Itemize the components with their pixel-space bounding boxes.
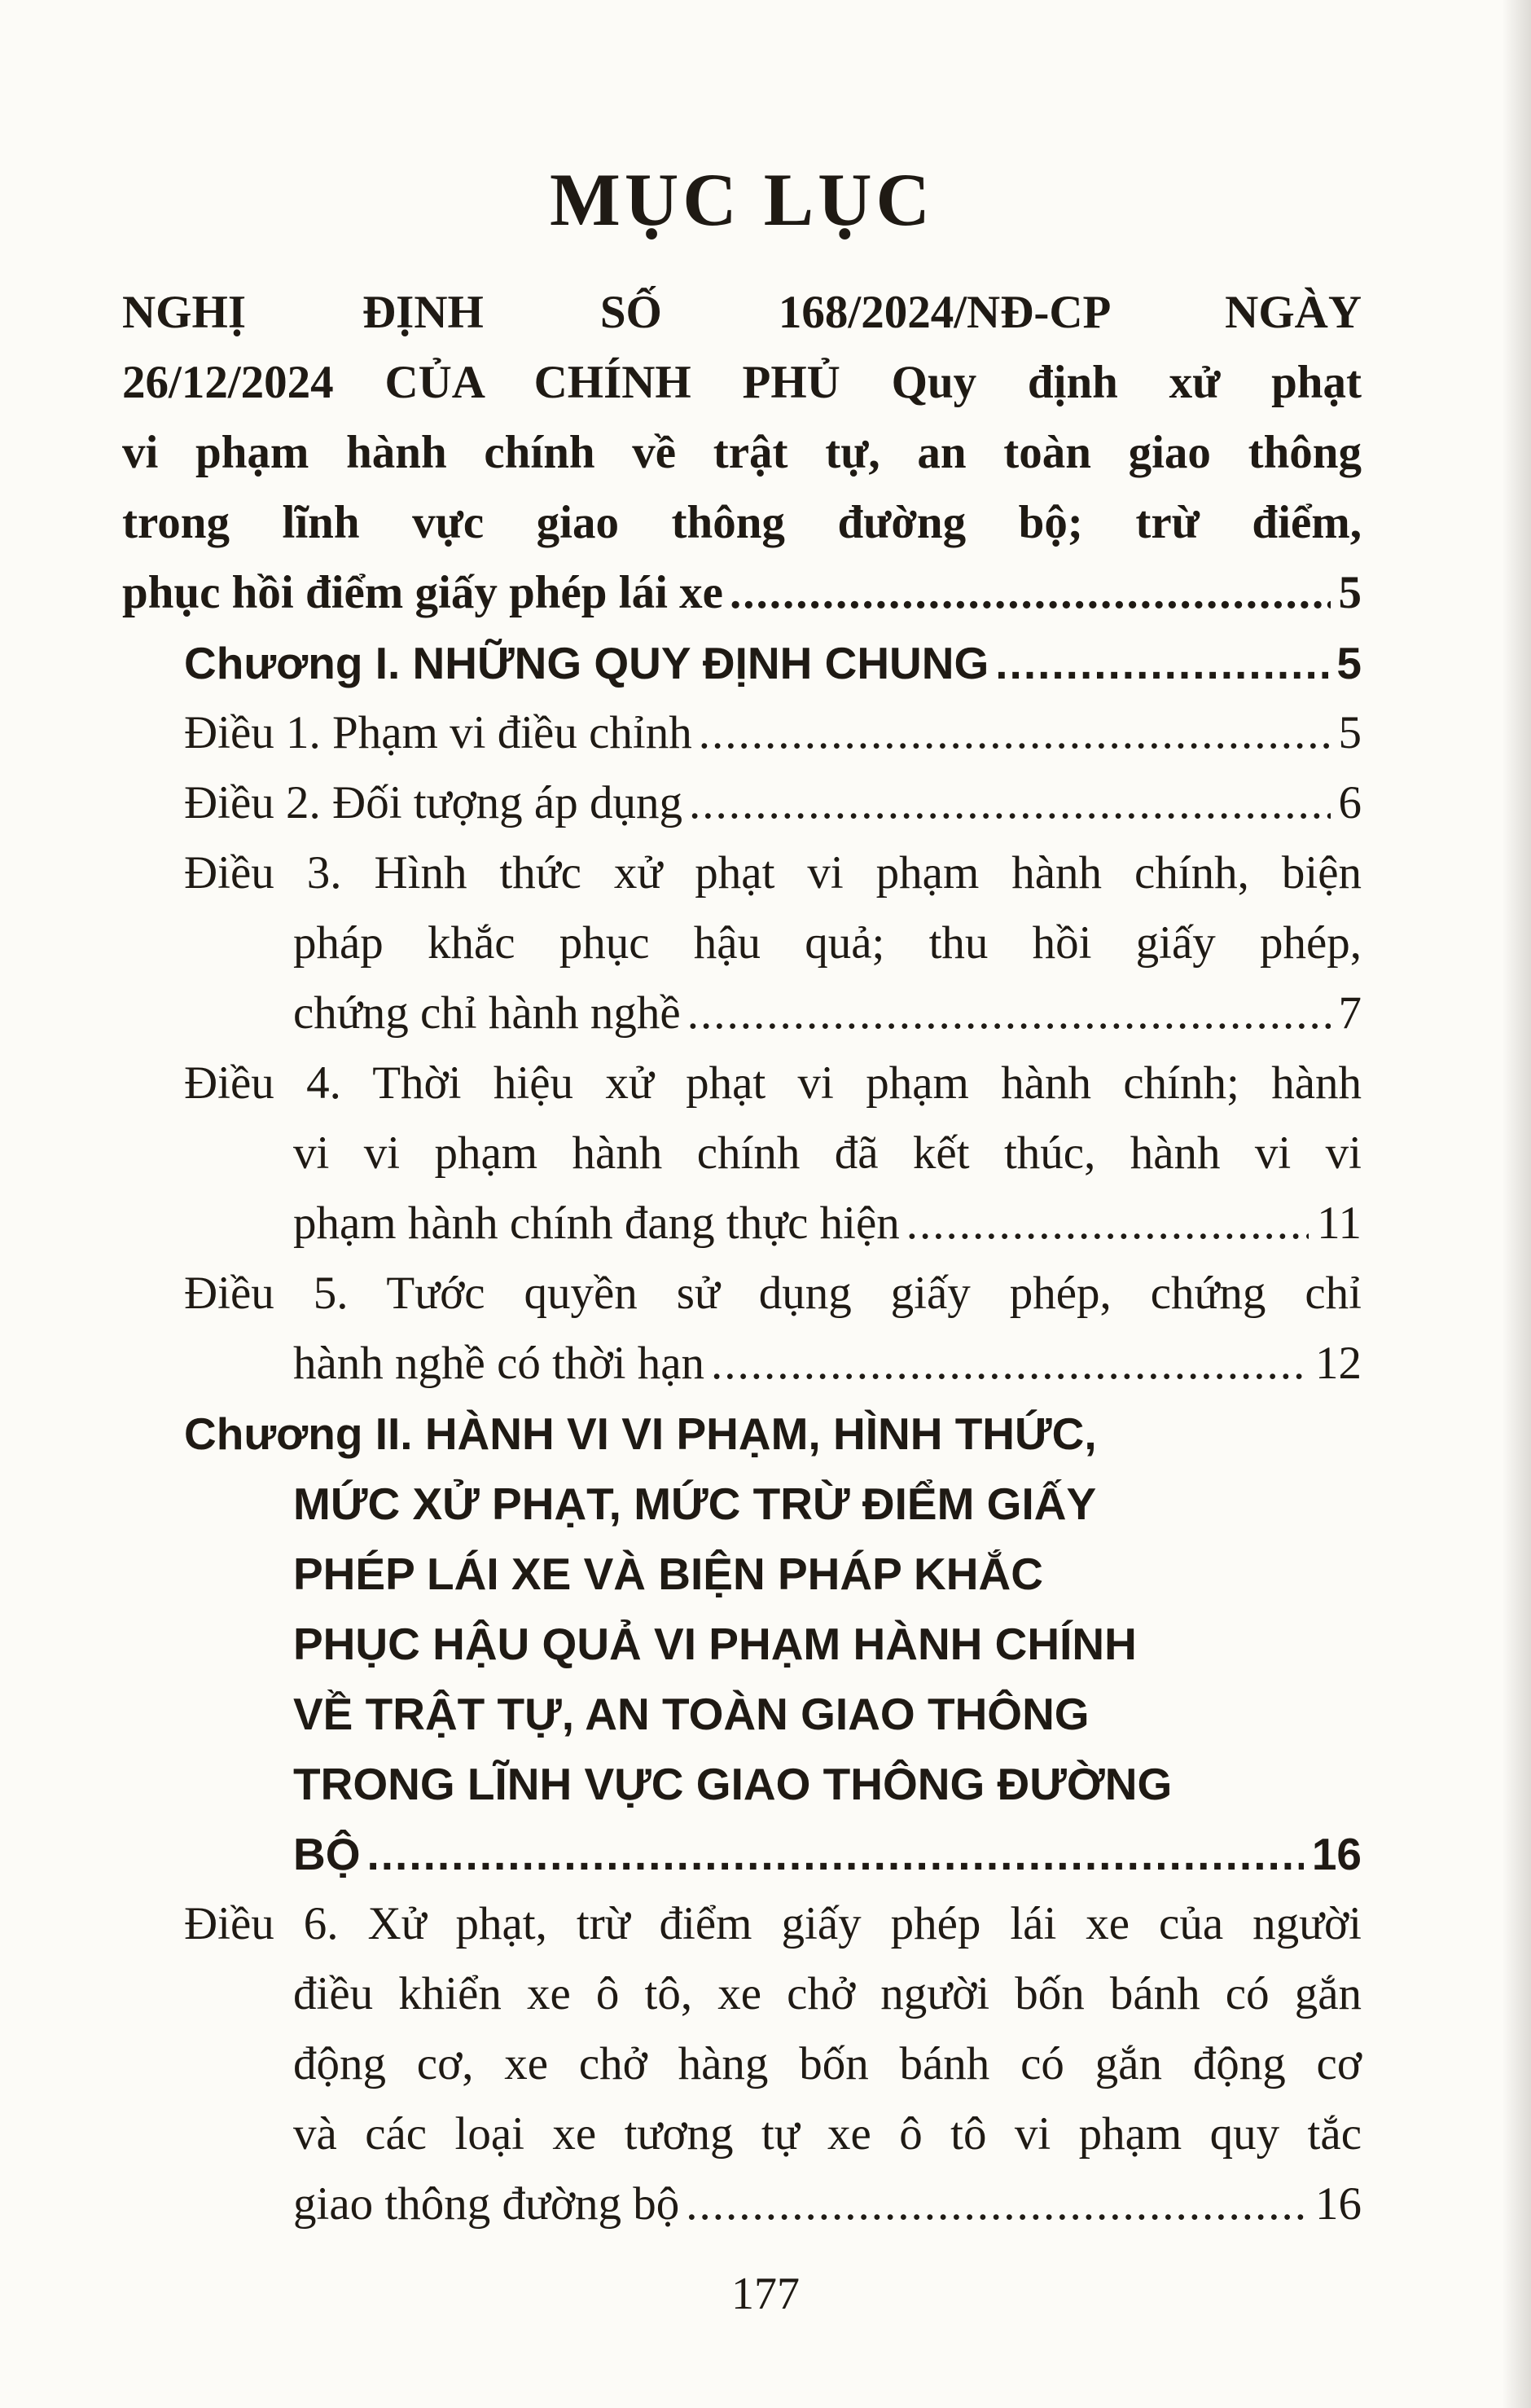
toc-line: trong lĩnh vực giao thông đường bộ; trừ điểm, [122, 497, 1362, 548]
toc-last-line [184, 698, 1362, 768]
toc-last-line [184, 628, 1362, 698]
toc-line: điều khiển xe ô tô, xe chở người bốn bánh có gắn [293, 1968, 1362, 2019]
toc-entry-text: hành nghề có thời hạn [293, 1338, 705, 1389]
toc-line: Điều 3. Hình thức xử phạt vi phạm hành chính, biện [184, 847, 1362, 899]
toc-entry-article-3 [122, 838, 1362, 1048]
toc-page-number: 11 [1317, 1197, 1362, 1249]
toc-page-number: 5 [1336, 638, 1362, 688]
toc-page-number: 7 [1338, 987, 1362, 1039]
toc-line: vi vi phạm hành chính đã kết thúc, hành vi vi [293, 1127, 1362, 1179]
toc-entry-text: Điều 1. Phạm vi điều chỉnh [184, 707, 692, 758]
toc-line: pháp khắc phục hậu quả; thu hồi giấy phép, [293, 917, 1362, 969]
toc-line: Chương II. HÀNH VI VI PHẠM, HÌNH THỨC, [184, 1408, 1097, 1459]
toc-entry-text: phạm hành chính đang thực hiện [293, 1197, 900, 1249]
page-content [122, 159, 1362, 2239]
toc-line: và các loại xe tương tự xe ô tô vi phạm quy tắc [293, 2108, 1362, 2160]
toc-page-number: 6 [1338, 777, 1362, 828]
toc-line: MỨC XỬ PHẠT, MỨC TRỪ ĐIỂM GIẤY [293, 1479, 1097, 1529]
toc-page-number: 5 [1338, 567, 1362, 618]
toc-last-line [293, 1189, 1362, 1259]
toc-page-number: 12 [1315, 1338, 1362, 1389]
toc-line: PHÉP LÁI XE VÀ BIỆN PHÁP KHẮC [293, 1549, 1043, 1599]
toc-page-number: 16 [1315, 2178, 1362, 2230]
toc-entry-chapter-2 [122, 1399, 1362, 1889]
dot-leader [686, 2169, 1307, 2239]
toc-last-line [293, 978, 1362, 1048]
page-title: MỤC LỤC [550, 158, 934, 241]
toc-entry-text: phục hồi điểm giấy phép lái xe [122, 567, 723, 618]
toc-page-number: 5 [1338, 707, 1362, 758]
footer-page-number: 177 [731, 2269, 800, 2319]
toc-last-line [293, 1329, 1362, 1399]
toc-entry-text: chứng chỉ hành nghề [293, 987, 681, 1039]
toc-line: động cơ, xe chở hàng bốn bánh có gắn động cơ [293, 2038, 1362, 2089]
toc-line: NGHỊ ĐỊNH SỐ 168/2024/NĐ-CP NGÀY [122, 287, 1362, 338]
toc-entry-article-4 [122, 1048, 1362, 1259]
toc-line: TRONG LĨNH VỰC GIAO THÔNG ĐƯỜNG [293, 1759, 1173, 1809]
toc-line: 26/12/2024 CỦA CHÍNH PHỦ Quy định xử phạt [122, 357, 1362, 408]
toc-last-line [293, 2169, 1362, 2239]
toc-line: PHỤC HẬU QUẢ VI PHẠM HÀNH CHÍNH [293, 1619, 1137, 1669]
toc-entry-article-2 [122, 768, 1362, 838]
toc-entry-text: Điều 2. Đối tượng áp dụng [184, 777, 682, 828]
dot-leader [689, 768, 1331, 838]
toc-line: Điều 4. Thời hiệu xử phạt vi phạm hành chính; hành [184, 1057, 1362, 1109]
toc-line: Điều 5. Tước quyền sử dụng giấy phép, chứng chỉ [184, 1268, 1362, 1319]
toc-line: Điều 6. Xử phạt, trừ điểm giấy phép lái xe của người [184, 1898, 1362, 1949]
toc-entry-text: Chương I. NHỮNG QUY ĐỊNH CHUNG [184, 638, 989, 688]
toc-last-line [184, 768, 1362, 838]
dot-leader [906, 1189, 1309, 1259]
dot-leader [711, 1329, 1307, 1399]
toc-entry-chapter-1 [122, 628, 1362, 698]
toc-entry-article-5 [122, 1259, 1362, 1399]
toc-entry-article-6 [122, 1889, 1362, 2239]
dot-leader [367, 1819, 1304, 1889]
toc-line: VỀ TRẬT TỰ, AN TOÀN GIAO THÔNG [293, 1689, 1090, 1739]
toc-last-line [122, 558, 1362, 628]
toc-last-line [293, 1819, 1362, 1889]
table-of-contents [122, 278, 1362, 2239]
toc-page-number: 16 [1311, 1829, 1362, 1879]
dot-leader [995, 628, 1328, 698]
dot-leader [687, 978, 1331, 1048]
toc-entry-text: BỘ [293, 1829, 361, 1879]
dot-leader [699, 698, 1331, 768]
toc-line: vi phạm hành chính về trật tự, an toàn giao thông [122, 427, 1362, 478]
dot-leader [730, 558, 1331, 628]
toc-entry-article-1 [122, 698, 1362, 768]
toc-entry-decree-168 [122, 278, 1362, 628]
toc-entry-text: giao thông đường bộ [293, 2178, 680, 2230]
